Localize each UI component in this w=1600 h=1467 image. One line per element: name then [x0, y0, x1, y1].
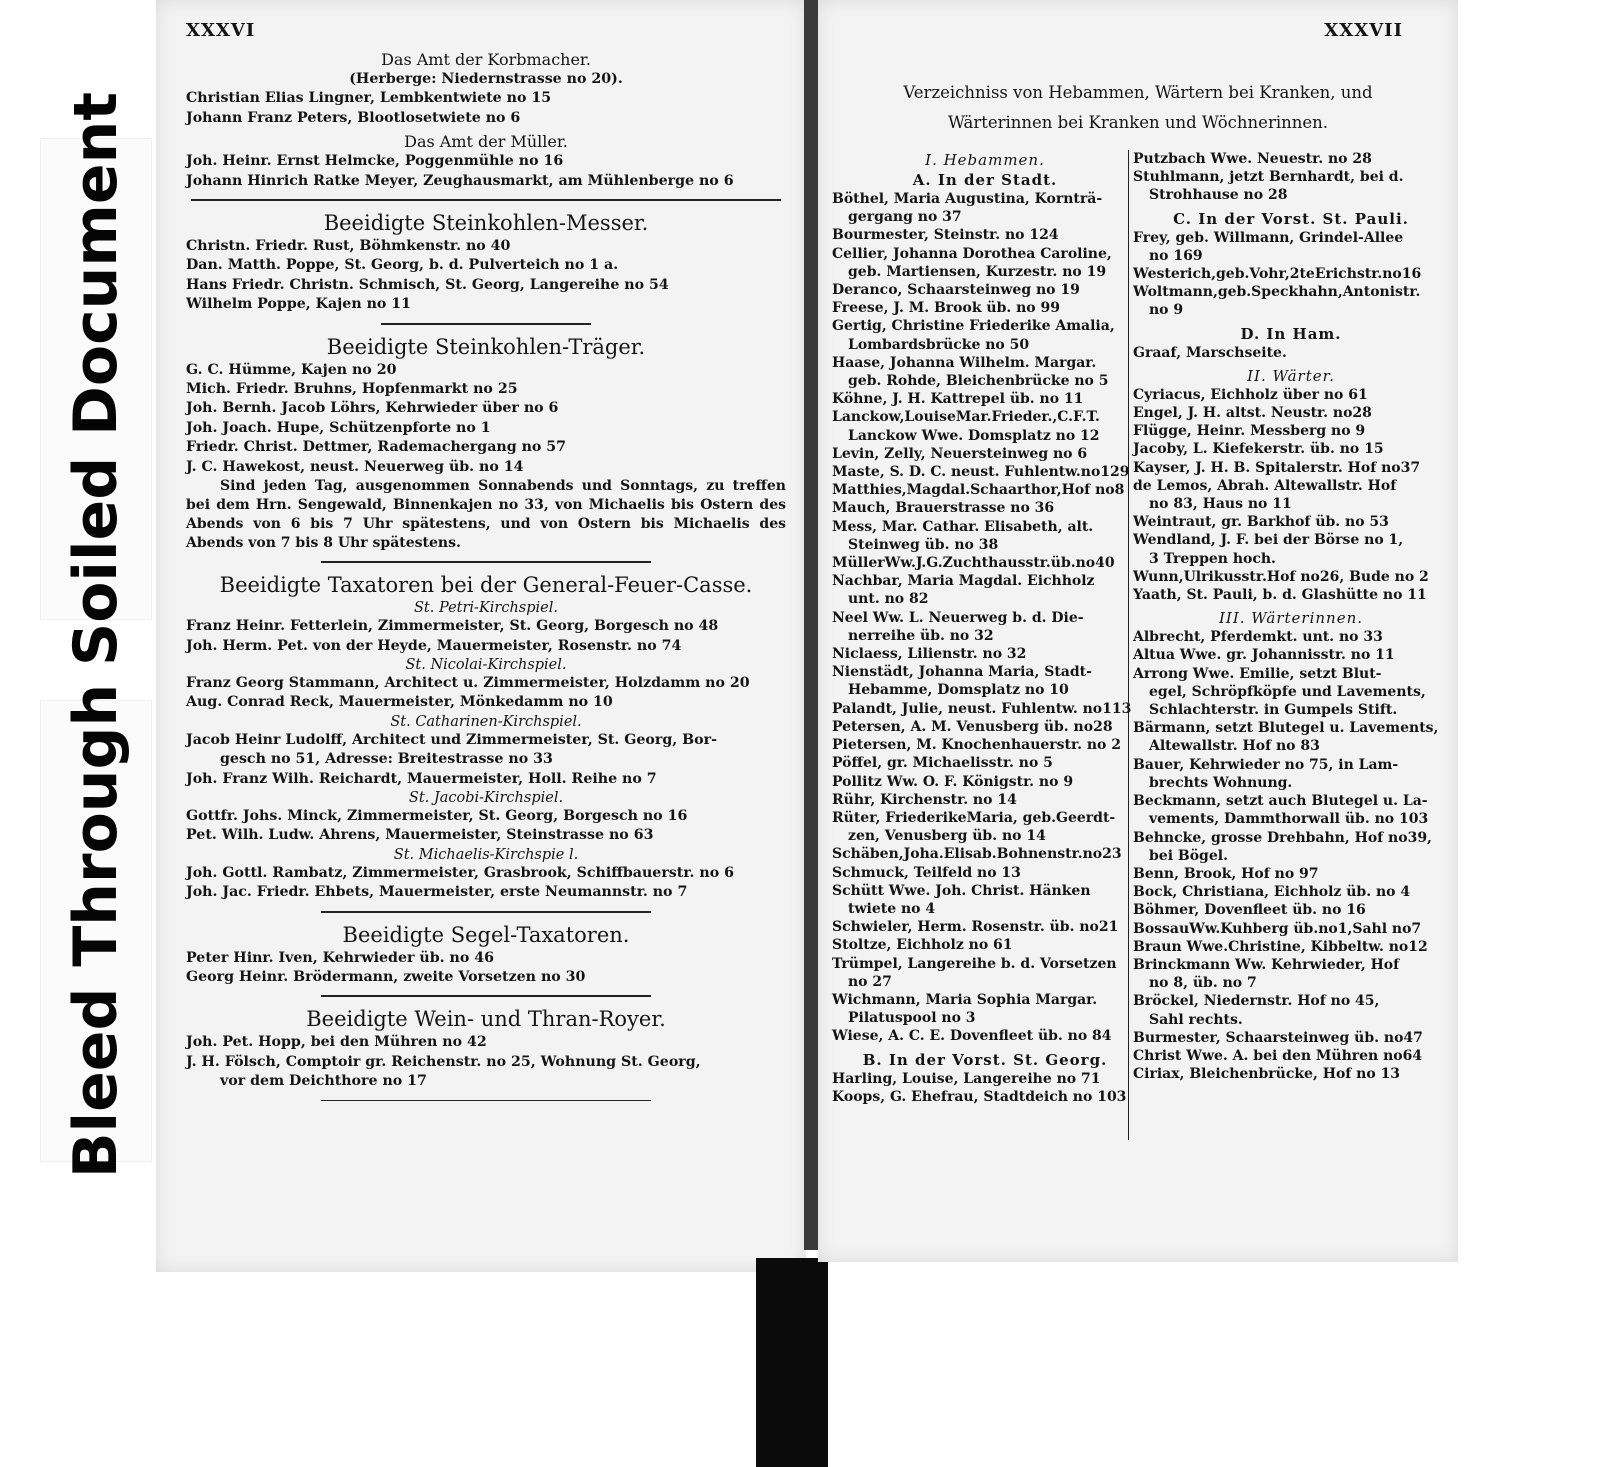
subsection-title: C. In der Vorst. St. Pauli. — [1173, 209, 1409, 228]
list-item: Dan. Matth. Poppe, St. Georg, b. d. Pulverteich no 1 a. — [186, 257, 619, 274]
entry-list — [1133, 150, 1449, 205]
list-item: MüllerWw.J.G.Zuchthausstr.üb.no40 — [832, 555, 1115, 572]
section-title: III. Wärterinnen. — [1218, 609, 1364, 628]
section-title: I. Hebammen. — [925, 151, 1045, 169]
list-item: Christn. Friedr. Rust, Böhmkenstr. no 40 — [186, 238, 511, 255]
list-item: Wiese, A. C. E. Dovenfleet üb. no 84 — [832, 1028, 1112, 1045]
section-title: II. Wärter. — [1247, 366, 1335, 385]
note-paragraph: Sind jeden Tag, ausgenommen Sonnabends und Sonntags, zu treffen bei dem Hrn. Sengewald, Binnenkajen no 33, von Michaelis bis Ostern des Abends von 6 bis 7 Uhr spätestens, und von Ostern bis Michaelis des Abends von 7 bis 8 Uhr spätestens. — [186, 478, 786, 552]
list-item: Jacoby, L. Kiefekerstr. üb. no 15 — [1133, 441, 1384, 458]
list-item: Ciriax, Bleichenbrücke, Hof no 13 — [1133, 1066, 1401, 1083]
list-item: Neel Ww. L. Neuerweg b. d. Die- — [832, 609, 1084, 626]
list-item: no 83, Haus no 11 — [1149, 496, 1292, 513]
list-item: Franz Heinr. Fetterlein, Zimmermeister, St. Georg, Borgesch no 48 — [186, 618, 719, 635]
list-item: Levin, Zelly, Neuersteinweg no 6 — [832, 445, 1088, 462]
list-item: Schmuck, Teilfeld no 13 — [832, 864, 1021, 881]
list-item: Rühr, Kirchenstr. no 14 — [832, 791, 1017, 808]
list-item: Joh. Herm. Pet. von der Heyde, Mauermeister, Rosenstr. no 74 — [186, 637, 682, 654]
list-item: vements, Dammthorwall üb. no 103 — [1149, 811, 1429, 828]
list-item: bei Bögel. — [1149, 847, 1228, 864]
list-item: no 27 — [848, 973, 892, 990]
list-item: Niclaess, Lilienstr. no 32 — [832, 646, 1027, 663]
right-column — [1128, 150, 1449, 1140]
entry-list — [1133, 344, 1449, 362]
list-item: zen, Venusberg üb. no 14 — [848, 828, 1046, 845]
left-page — [156, 0, 806, 1272]
list-item: Joh. Jac. Friedr. Ehbets, Mauermeister, erste Neumannstr. no 7 — [186, 884, 688, 901]
list-item: Wilhelm Poppe, Kajen no 11 — [186, 296, 412, 313]
list-item: J. H. Fölsch, Comptoir gr. Reichenstr. no 25, Wohnung St. Georg, — [186, 1053, 701, 1070]
parish-heading: St. Petri-Kirchspiel. — [413, 600, 558, 617]
divider — [381, 323, 591, 325]
parish-heading: St. Nicolai-Kirchspiel. — [405, 656, 567, 673]
list-item: Frey, geb. Willmann, Grindel-Allee — [1133, 229, 1404, 246]
entry-list — [1133, 386, 1449, 604]
subsection-title: B. In der Vorst. St. Georg. — [862, 1050, 1108, 1069]
list-item: Nachbar, Maria Magdal. Eichholz — [832, 573, 1095, 590]
section-title: Das Amt der Müller. — [404, 132, 568, 152]
list-item: Bauer, Kehrwieder no 75, in Lam- — [1133, 756, 1399, 773]
list-item: Woltmann,geb.Speckhahn,Antonistr. — [1133, 284, 1421, 301]
list-item: Behncke, grosse Drehbahn, Hof no39, — [1133, 829, 1432, 846]
list-item: Bourmester, Steinstr. no 124 — [832, 227, 1059, 244]
section-subtitle: (Herberge: Niedernstrasse no 20). — [349, 71, 623, 87]
page-heading — [838, 78, 1438, 138]
page-number: XXXVII — [1324, 20, 1403, 41]
list-item: Bock, Christiana, Eichholz üb. no 4 — [1133, 884, 1411, 901]
section-title: Das Amt der Korbmacher. — [381, 50, 591, 69]
list-item: Köhne, J. H. Kattrepel üb. no 11 — [832, 391, 1084, 408]
parish-heading: St. Michaelis-Kirchspie l. — [393, 846, 579, 863]
section-title: Beeidigte Taxatoren bei der General-Feuer-Casse. — [219, 573, 753, 598]
list-item: Brinckmann Ww. Kehrwieder, Hof — [1133, 956, 1400, 973]
list-item: Aug. Conrad Reck, Mauermeister, Mönkedamm no 10 — [186, 694, 613, 711]
list-item: Steinweg üb. no 38 — [848, 536, 999, 553]
soiled-document-label: Soiled Document — [40, 138, 152, 620]
list-item: Yaath, St. Pauli, b. d. Glashütte no 11 — [1133, 587, 1427, 604]
list-item: Benn, Brook, Hof no 97 — [1133, 865, 1319, 882]
bleed-through-label: Bleed Through — [40, 700, 152, 1162]
list-item: Deranco, Schaarsteinweg no 19 — [832, 282, 1080, 299]
entry-list — [1133, 628, 1449, 1083]
list-item: J. C. Hawekost, neust. Neuerweg üb. no 14 — [186, 458, 524, 475]
list-item: Harling, Louise, Langereihe no 71 — [832, 1070, 1101, 1087]
list-item: 3 Treppen hoch. — [1149, 550, 1276, 567]
section-title: Beeidigte Steinkohlen-Messer. — [323, 211, 649, 236]
list-item: Mich. Friedr. Bruhns, Hopfenmarkt no 25 — [186, 381, 518, 398]
list-item: Haase, Johanna Wilhelm. Margar. — [832, 354, 1097, 371]
list-item: Franz Georg Stammann, Architect u. Zimmermeister, Holzdamm no 20 — [186, 674, 750, 691]
list-item: Sahl rechts. — [1149, 1011, 1243, 1028]
list-item: Georg Heinr. Brödermann, zweite Vorsetzen no 30 — [186, 968, 586, 985]
section-title: Beeidigte Segel-Taxatoren. — [342, 922, 630, 947]
list-item: Lanckow Wwe. Domsplatz no 12 — [848, 427, 1100, 444]
left-column — [832, 150, 1138, 1106]
list-item: Joh. Pet. Hopp, bei den Mühren no 42 — [186, 1034, 487, 1051]
list-item: Pet. Wilh. Ludw. Ahrens, Mauermeister, Steinstrasse no 63 — [186, 827, 654, 844]
list-item: no 9 — [1149, 302, 1184, 319]
entry-list — [832, 1070, 1138, 1106]
list-item: Jacob Heinr Ludolff, Architect und Zimmermeister, St. Georg, Bor- — [186, 731, 717, 748]
list-item: Schäben,Joha.Elisab.Bohnenstr.no23 — [832, 846, 1122, 863]
list-item: gesch no 51, Adresse: Breitestrasse no 33 — [220, 751, 553, 768]
divider — [191, 199, 781, 201]
list-item: Joh. Franz Wilh. Reichardt, Mauermeister, Holl. Reihe no 7 — [186, 770, 657, 787]
list-item: Mess, Mar. Cathar. Elisabeth, alt. — [832, 518, 1094, 535]
list-item: gergang no 37 — [848, 209, 962, 226]
list-item: geb. Martiensen, Kurzestr. no 19 — [848, 263, 1107, 280]
list-item: Friedr. Christ. Dettmer, Rademachergang no 57 — [186, 439, 567, 456]
parish-heading: St. Jacobi-Kirchspiel. — [408, 789, 564, 806]
list-item: Koops, G. Ehefrau, Stadtdeich no 103 — [832, 1088, 1127, 1105]
list-item: Mauch, Brauerstrasse no 36 — [832, 500, 1055, 517]
list-item: Kayser, J. H. B. Spitalerstr. Hof no37 — [1133, 459, 1421, 476]
list-item: vor dem Deichthore no 17 — [220, 1073, 427, 1090]
list-item: Hebamme, Domsplatz no 10 — [848, 682, 1069, 699]
section-title: Beeidigte Steinkohlen-Träger. — [326, 334, 646, 359]
divider — [321, 995, 651, 997]
list-item: Westerich,geb.Vohr,2teErichstr.no16 — [1133, 266, 1422, 283]
list-item: Schwieler, Herm. Rosenstr. üb. no21 — [832, 919, 1119, 936]
list-item: Gottfr. Johs. Minck, Zimmermeister, St. Georg, Borgesch no 16 — [186, 807, 688, 824]
list-item: G. C. Hümme, Kajen no 20 — [186, 361, 397, 378]
list-item: Wichmann, Maria Sophia Margar. — [832, 991, 1098, 1008]
list-item: Pilatuspool no 3 — [848, 1010, 976, 1027]
list-item: Joh. Heinr. Ernst Helmcke, Poggenmühle no 16 — [186, 153, 564, 170]
list-item: Engel, J. H. altst. Neustr. no28 — [1133, 405, 1372, 422]
list-item: unt. no 82 — [848, 591, 929, 608]
list-item: Bröckel, Niedernstr. Hof no 45, — [1133, 993, 1380, 1010]
list-item: Christian Elias Lingner, Lembkentwiete no 15 — [186, 90, 552, 107]
divider — [321, 1100, 651, 1101]
left-column — [186, 50, 786, 1109]
list-item: Wunn,Ulrikusstr.Hof no26, Bude no 2 — [1133, 568, 1429, 585]
list-item: Lanckow,LouiseMar.Frieder.,C.F.T. — [832, 409, 1100, 426]
list-item: Palandt, Julie, neust. Fuhlentw. no113 — [832, 700, 1132, 717]
list-item: Joh. Bernh. Jacob Löhrs, Kehrwieder über no 6 — [186, 400, 559, 417]
list-item: Johann Franz Peters, Blootlosetwiete no 6 — [186, 109, 521, 126]
heading-line: Wärterinnen bei Kranken und Wöchnerinnen. — [947, 113, 1328, 132]
book-spine-shadow — [756, 1258, 828, 1467]
list-item: no 169 — [1149, 247, 1203, 264]
entry-list — [832, 190, 1138, 1046]
list-item: Johann Hinrich Ratke Meyer, Zeughausmarkt, am Mühlenberge no 6 — [186, 172, 734, 189]
list-item: twiete no 4 — [848, 900, 936, 917]
list-item: Hans Friedr. Christn. Schmisch, St. Georg, Langereihe no 54 — [186, 276, 669, 293]
list-item: Maste, S. D. C. neust. Fuhlentw.no129 — [832, 464, 1130, 481]
list-item: Böthel, Maria Augustina, Kornträ- — [832, 191, 1103, 207]
list-item: Beckmann, setzt auch Blutegel u. La- — [1133, 793, 1428, 810]
list-item: Joh. Joach. Hupe, Schützenpforte no 1 — [186, 419, 491, 436]
list-item: Braun Wwe.Christine, Kibbeltw. no12 — [1133, 938, 1428, 955]
list-item: Stoltze, Eichholz no 61 — [832, 937, 1013, 954]
list-item: Pollitz Ww. O. F. Königstr. no 9 — [832, 773, 1074, 790]
subsection-title: D. In Ham. — [1240, 324, 1342, 343]
list-item: Petersen, A. M. Venusberg üb. no28 — [832, 718, 1113, 735]
list-item: Joh. Gottl. Rambatz, Zimmermeister, Grasbrook, Schiffbauerstr. no 6 — [186, 864, 734, 881]
list-item: Altua Wwe. gr. Johannisstr. no 11 — [1133, 647, 1395, 664]
list-item: Nienstädt, Johanna Maria, Stadt- — [832, 664, 1092, 681]
list-item: egel, Schröpfköpfe und Lavements, — [1149, 683, 1426, 700]
divider — [321, 561, 651, 563]
list-item: Weintraut, gr. Barkhof üb. no 53 — [1133, 514, 1389, 531]
list-item: Schütt Wwe. Joh. Christ. Hänken — [832, 882, 1091, 899]
list-item: Christ Wwe. A. bei den Mühren no64 — [1133, 1047, 1423, 1064]
list-item: Altewallstr. Hof no 83 — [1149, 738, 1320, 755]
list-item: Schlachterstr. in Gumpels Stift. — [1149, 702, 1398, 719]
list-item: Putzbach Wwe. Neuestr. no 28 — [1133, 151, 1372, 167]
list-item: Peter Hinr. Iven, Kehrwieder üb. no 46 — [186, 949, 494, 966]
list-item: no 8, üb. no 7 — [1149, 975, 1257, 992]
list-item: Lombardsbrücke no 50 — [848, 336, 1030, 353]
parish-heading: St. Catharinen-Kirchspiel. — [390, 713, 582, 730]
list-item: Freese, J. M. Brook üb. no 99 — [832, 300, 1060, 317]
list-item: nerreihe üb. no 32 — [848, 627, 994, 644]
list-item: Arrong Wwe. Emilie, setzt Blut- — [1133, 665, 1382, 682]
list-item: Wendland, J. F. bei der Börse no 1, — [1133, 532, 1404, 549]
list-item: Matthies,Magdal.Schaarthor,Hof no8 — [832, 482, 1125, 499]
list-item: Rüter, FriederikeMaria, geb.Geerdt- — [832, 809, 1116, 826]
list-item: Gertig, Christine Friederike Amalia, — [832, 318, 1115, 335]
list-item: Albrecht, Pferdemkt. unt. no 33 — [1133, 629, 1383, 646]
page-number: XXXVI — [186, 20, 256, 41]
right-page — [818, 0, 1458, 1262]
list-item: Bärmann, setzt Blutegel u. Lavements, — [1133, 720, 1439, 737]
list-item: brechts Wohnung. — [1149, 774, 1293, 791]
list-item: Burmester, Schaarsteinweg üb. no47 — [1133, 1029, 1423, 1046]
list-item: Cyriacus, Eichholz über no 61 — [1133, 386, 1368, 403]
list-item: Flügge, Heinr. Messberg no 9 — [1133, 423, 1366, 440]
list-item: geb. Rohde, Bleichenbrücke no 5 — [848, 373, 1109, 390]
heading-line: Verzeichniss von Hebammen, Wärtern bei Kranken, und — [903, 83, 1373, 102]
list-item: Stuhlmann, jetzt Bernhardt, bei d. — [1133, 169, 1404, 186]
list-item: BossauWw.Kuhberg üb.no1,Sahl no7 — [1133, 920, 1422, 937]
list-item: Cellier, Johanna Dorothea Caroline, — [832, 245, 1112, 262]
section-title: Beeidigte Wein- und Thran-Royer. — [306, 1007, 666, 1032]
list-item: Graaf, Marschseite. — [1133, 344, 1287, 361]
list-item: Pöffel, gr. Michaelisstr. no 5 — [832, 755, 1053, 772]
list-item: Trümpel, Langereihe b. d. Vorsetzen — [832, 955, 1117, 972]
entry-list — [1133, 229, 1449, 320]
list-item: Strohhause no 28 — [1149, 187, 1288, 204]
list-item: Böhmer, Dovenfleet üb. no 16 — [1133, 902, 1366, 919]
list-item: de Lemos, Abrah. Altewallstr. Hof — [1133, 477, 1397, 494]
subsection-title: A. In der Stadt. — [912, 171, 1058, 189]
list-item: Pietersen, M. Knochenhauerstr. no 2 — [832, 737, 1121, 754]
divider — [321, 911, 651, 913]
